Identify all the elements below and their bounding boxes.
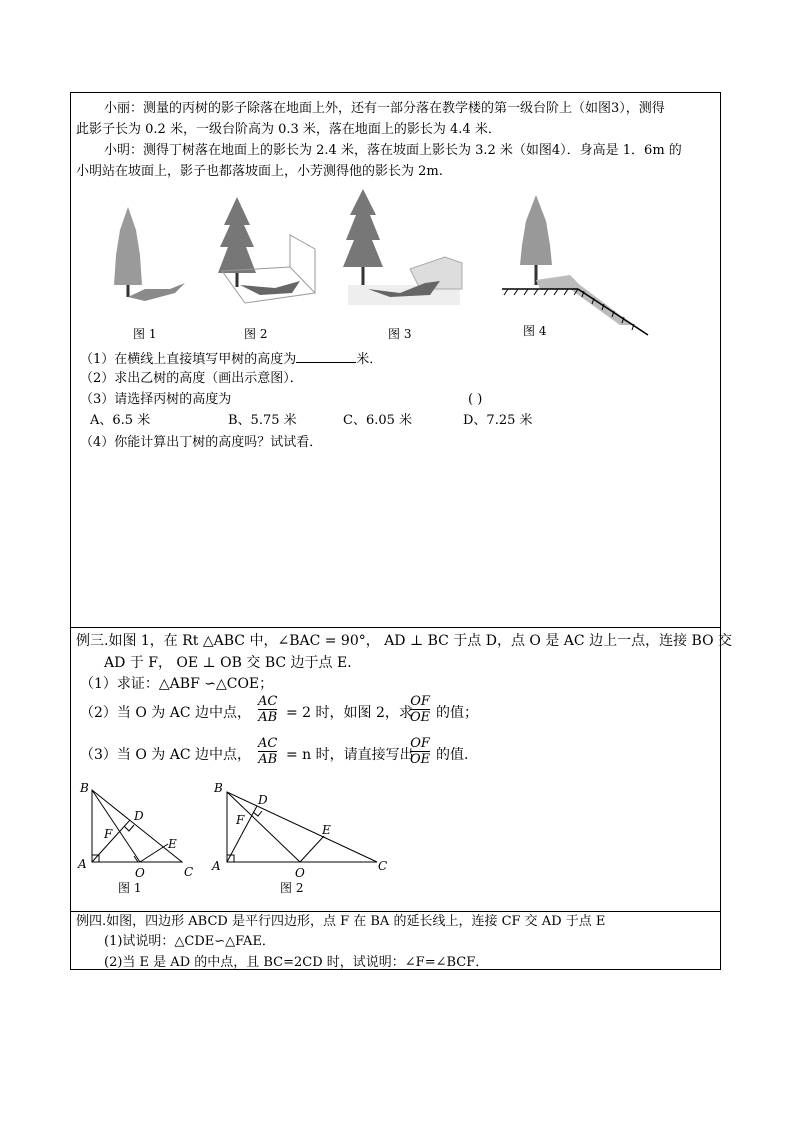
- figure-4-tree: [502, 195, 648, 335]
- example-4-line-2: (1)试说明：△CDE∽△FAE．: [104, 934, 275, 949]
- question-3-answer-paren: ( ): [468, 392, 483, 407]
- section-divider: [71, 911, 720, 912]
- example-3-line-2: AD 于 F， OE ⊥ OB 交 BC 边于点 E．: [104, 655, 362, 671]
- fraction-numerator: OF: [410, 694, 430, 709]
- option-a: A、6.5 米: [90, 413, 151, 428]
- example-3-question-2-b: = 2 时，如图 2，求: [286, 705, 413, 721]
- fraction-denominator: OE: [410, 752, 431, 767]
- geometry-figure-1: [92, 790, 182, 862]
- label-e: E: [322, 823, 331, 837]
- example-3-line-1: 例三.如图 1，在 Rt △ABC 中，∠BAC = 90°， AD ⊥ BC 于点 D，点 O 是 AC 边上一点，连接 BO 交: [76, 633, 733, 649]
- label-o: O: [135, 866, 145, 880]
- paragraph-xiaoli-2: 此影子长为 0.2 米，一级台阶高为 0.3 米，落在地面上的影长为 4.4 米．: [76, 122, 501, 137]
- fraction-numerator: OF: [410, 736, 430, 751]
- question-3: （3）请选择丙树的高度为: [80, 392, 232, 407]
- geometry-figure-2: [227, 792, 377, 862]
- label-o: O: [295, 866, 305, 880]
- figure-caption-2: 图 2: [244, 327, 268, 341]
- paragraph-xiaoli-1: 小丽：测量的丙树的影子除落在地面上外，还有一部分落在教学楼的第一级台阶上（如图3），测得: [104, 101, 665, 116]
- example-3-question-3-a: （3）当 O 为 AC 边中点，: [80, 747, 252, 763]
- label-d: D: [134, 809, 144, 823]
- question-1-unit: 米．: [356, 352, 383, 367]
- fraction-of-oe: [410, 694, 430, 725]
- paragraph-xiaoming-1: 小明：测得丁树落在地面上的影长为 2.4 米，落在坡面上影长为 3.2 米（如图4）．身高是 1．6m 的: [104, 143, 682, 158]
- label-a: A: [212, 859, 221, 873]
- fraction-numerator: AC: [258, 736, 278, 751]
- example-3-question-2-a: （2）当 O 为 AC 边中点，: [80, 705, 252, 721]
- question-1: [80, 350, 382, 368]
- label-c: C: [378, 859, 388, 873]
- tree-figures: [100, 185, 660, 340]
- fraction-numerator: AC: [258, 694, 278, 709]
- geometry-caption-1: 图 1: [118, 881, 142, 895]
- option-c: C、6.05 米: [343, 413, 413, 428]
- label-f: F: [236, 813, 245, 827]
- example-4-line-1: 例四.如图，四边形 ABCD 是平行四边形，点 F 在 BA 的延长线上，连接 CF 交 AD 于点 E: [76, 914, 606, 929]
- geometry-figures: [72, 778, 412, 898]
- label-c: C: [184, 865, 194, 879]
- label-b: B: [80, 781, 89, 795]
- fraction-ac-ab: [258, 694, 277, 725]
- section-divider: [71, 627, 720, 628]
- fraction-denominator: AB: [258, 710, 278, 725]
- figure-caption-1: 图 1: [133, 327, 157, 341]
- fraction-of-oe: [410, 736, 430, 767]
- paragraph-xiaoming-2: 小明站在坡面上，影子也都落坡面上，小芳测得他的影长为 2m.: [76, 164, 443, 179]
- figure-caption-4: 图 4: [523, 324, 547, 338]
- label-d: D: [258, 793, 268, 807]
- label-a: A: [78, 857, 87, 871]
- figure-3-tree: [343, 189, 462, 305]
- option-b: B、5.75 米: [228, 413, 297, 428]
- question-2: （2）求出乙树的高度（画出示意图）．: [80, 371, 303, 386]
- figure-caption-3: 图 3: [388, 327, 412, 341]
- label-b: B: [214, 781, 223, 795]
- example-3-question-3-b: = n 时，请直接写出: [286, 747, 414, 763]
- option-d: D、7.25 米: [463, 413, 533, 428]
- figure-1-tree: [114, 207, 185, 301]
- label-f: F: [104, 827, 113, 841]
- question-4: （4）你能计算出丁树的高度吗？试试看．: [80, 435, 323, 450]
- example-4-line-3: (2)当 E 是 AD 的中点，且 BC=2CD 时，试说明：∠F=∠BCF．: [104, 955, 489, 970]
- answer-blank[interactable]: [296, 350, 356, 363]
- fraction-ac-ab: [258, 736, 277, 767]
- example-3-question-1: （1）求证：△ABF ∽△COE；: [80, 676, 274, 692]
- fraction-denominator: AB: [258, 752, 278, 767]
- geometry-caption-2: 图 2: [280, 881, 304, 895]
- fraction-denominator: OE: [410, 710, 431, 725]
- figure-2-tree: [218, 197, 315, 303]
- example-3-question-3-c: 的值.: [436, 747, 469, 763]
- label-e: E: [168, 837, 177, 851]
- question-1-text: （1）在横线上直接填写甲树的高度为: [80, 352, 297, 367]
- example-3-question-2-c: 的值；: [436, 705, 478, 721]
